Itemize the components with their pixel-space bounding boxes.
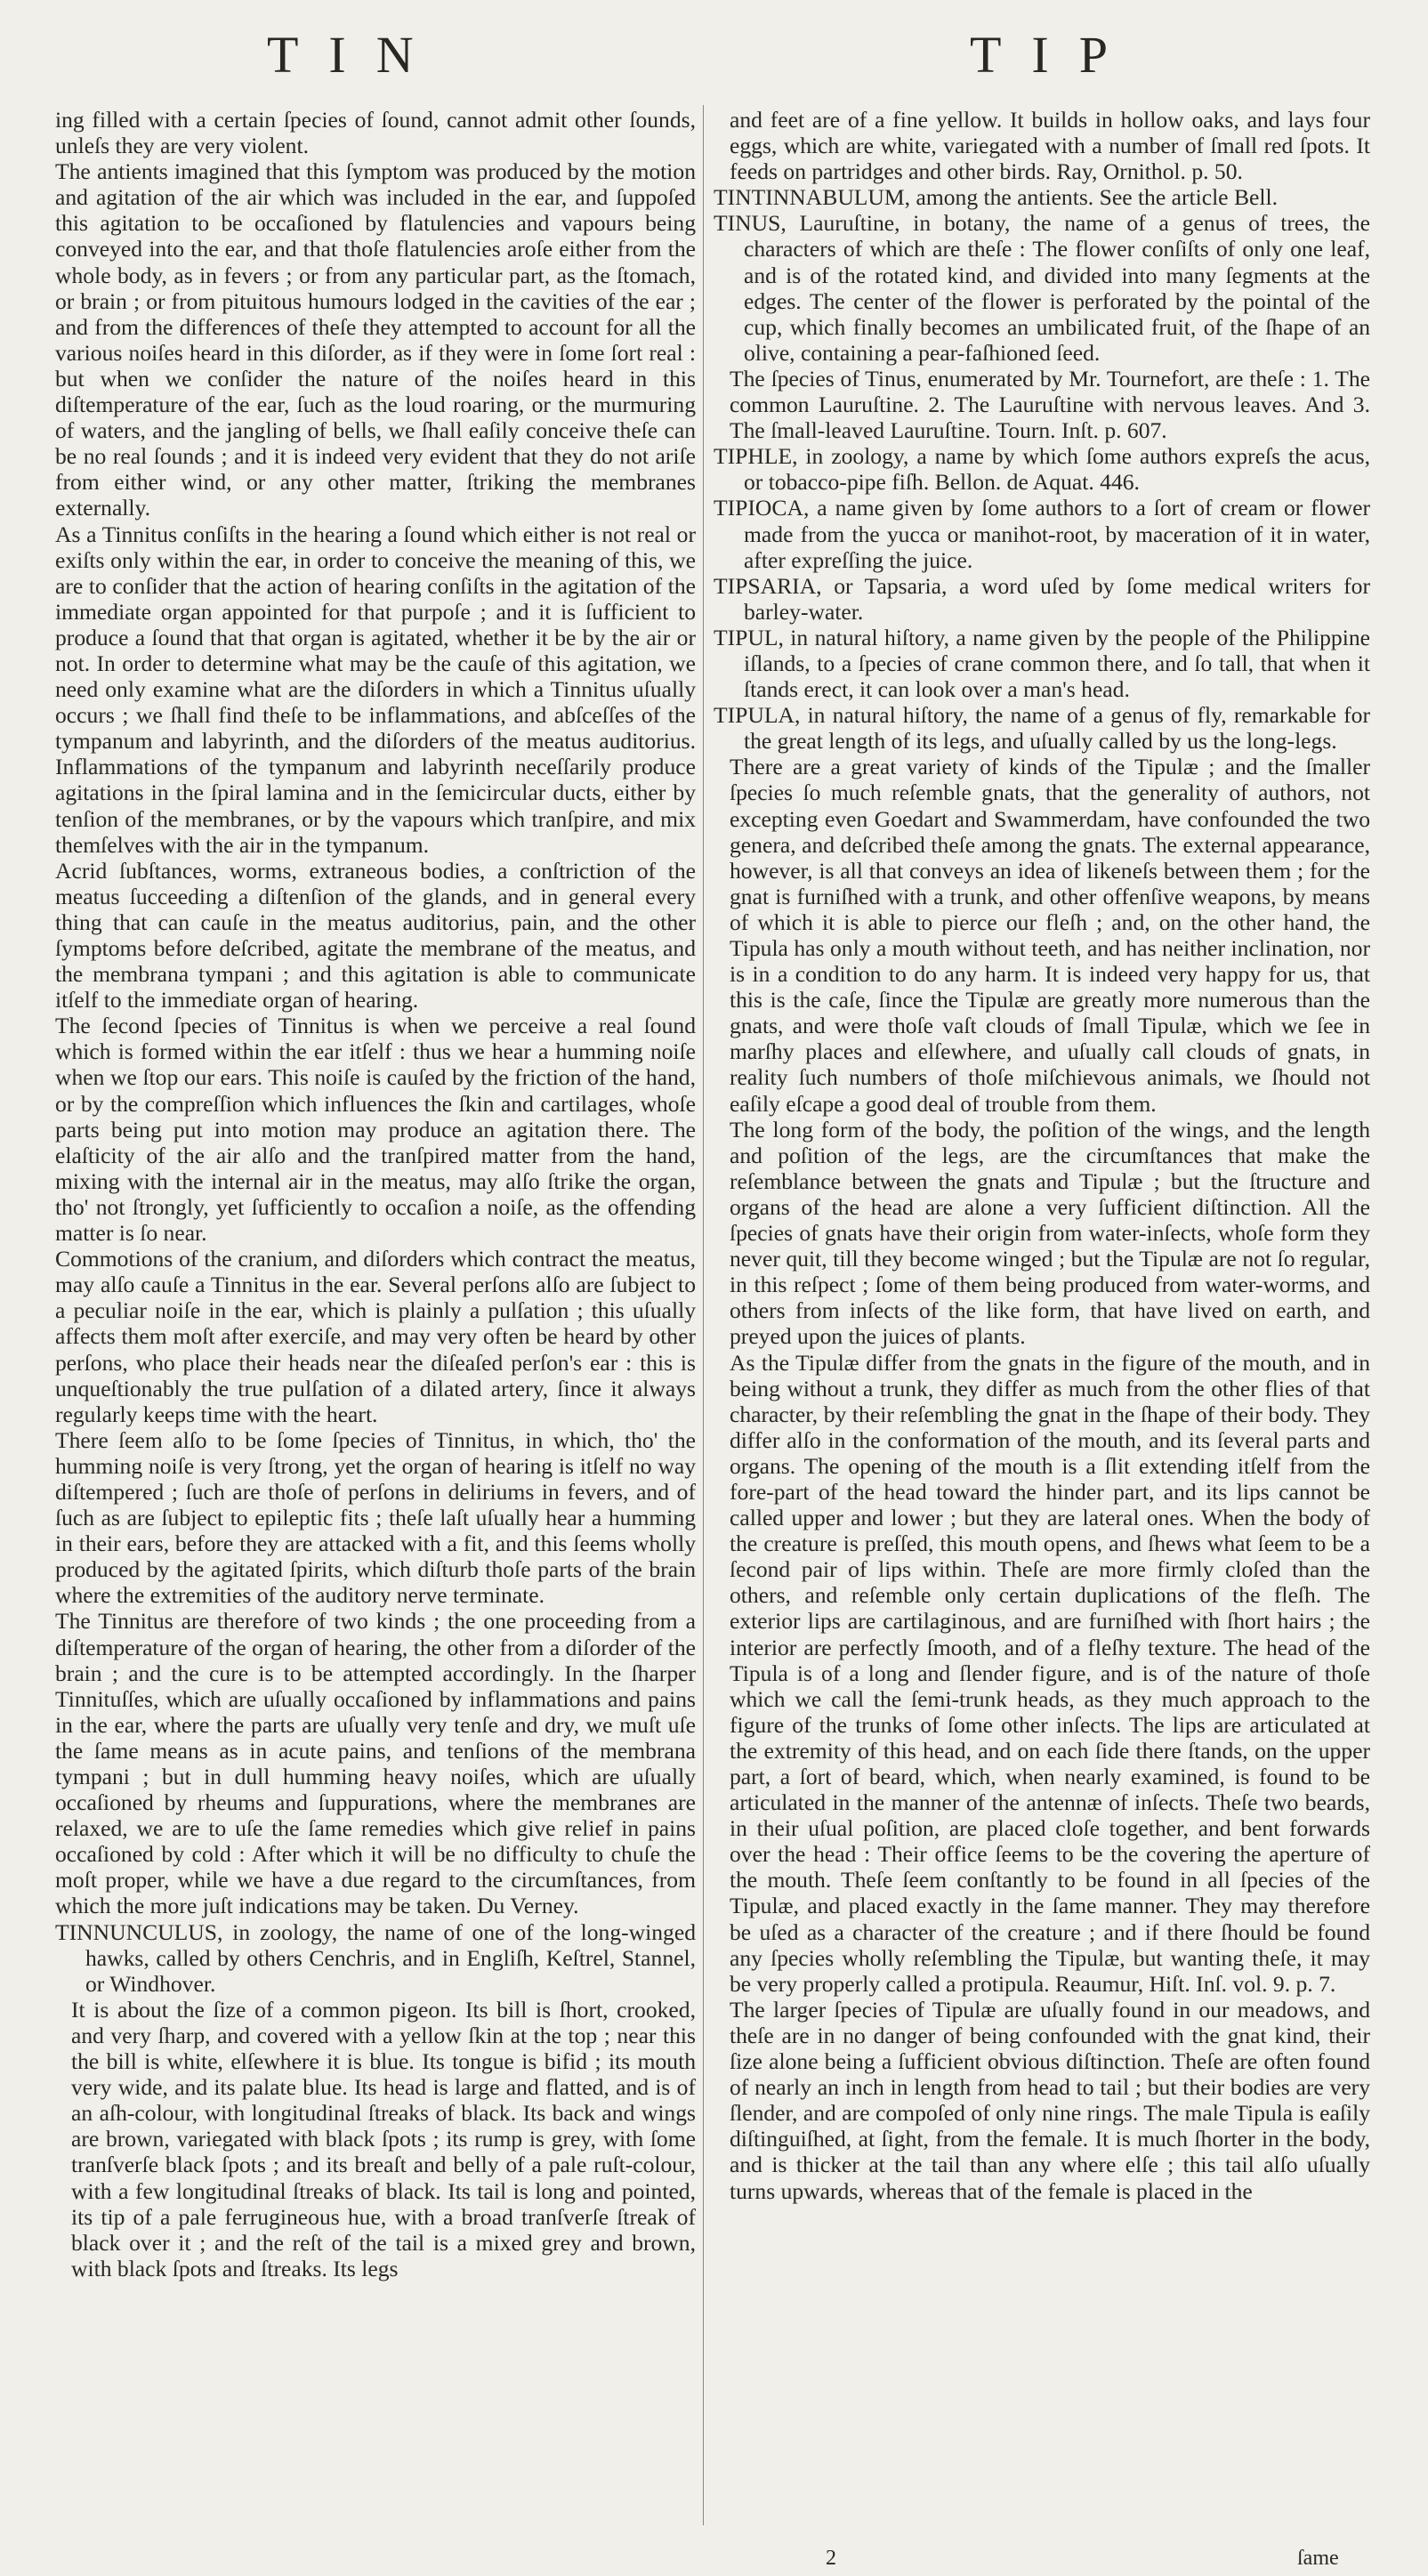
entry-tintinnabulum: TINTINNABULUM, among the antients. See the article Bell.	[714, 184, 1278, 211]
paragraph: There ſeem alſo to be ſome ſpecies of Tinnitus, in which, tho' the humming noiſe is very ſtrong, yet the organ of hearing is itſelf no way diſtempered ; ſuch are thoſe of perſons in deliriums in fevers, and of ſuch as are ſubject to epileptic fits ; theſe laſt uſually hear a humming in their ears, before they are attacked with a fit, and this ſeems wholly produced by the agitated ſpirits, which diſturb thoſe parts of the brain where the extremities of the auditory nerve terminate.	[55, 1426, 696, 1609]
entry-tipula: TIPULA, in natural hiſtory, the name of a genus of fly, remarkable for the great length of its legs, and uſually called by us the long-legs.	[714, 702, 1370, 755]
paragraph: As a Tinnitus conſiſts in the hearing a ſound which either is not real or exiſts only within the ear, in order to conceive the meaning of this, we are to conſider that the action of hearing conſiſts in the agitation of the immediate organ appointed for that purpoſe ; and it is ſufficient to produce a ſound that that organ is agitated, whether it be by the air or not. In order to determine what may be the cauſe of this agitation, we need only examine what are the diſorders in which a Tinnitus uſually occurs ; we ſhall find theſe to be inflammations, and abſceſſes of the tympanum and labyrinth, and the diſorders of the meatus auditorius. Inflammations of the tympanum and labyrinth neceſſarily produce agitations in the ſpiral lamina and in the ſemicircular ducts, either by tenſion of the membranes, or by the vapours which tranſpire, and mix themſelves with the air in the tympanum.	[55, 521, 696, 858]
paragraph: ing filled with a certain ſpecies of ſound, cannot admit other ſounds, unleſs they are very violent.	[55, 107, 696, 159]
paragraph: The long form of the body, the poſition of the wings, and the length and poſition of the legs, are the circumſtances that make the reſemblance between the gnats and Tipulæ ; but the ſtructure and organs of the head are alone a very ſufficient diſtinction. All the ſpecies of gnats have their origin from water-inſects, whoſe form they never quit, till they become winged ; but the Tipulæ are not ſo regular, in this reſpect ; ſome of them being produced from water-worms, and others from inſects of the like form, that have lived on earth, and preyed upon the juices of plants.	[730, 1116, 1370, 1350]
paragraph: and feet are of a fine yellow. It builds in hollow oaks, and lays four eggs, which are white, variegated with a number of ſmall red ſpots. It feeds on partridges and other birds. Ray, Ornithol. p. 50.	[730, 107, 1370, 185]
paragraph: The larger ſpecies of Tipulæ are uſually found in our meadows, and theſe are in no danger of being confounded with the gnat kind, their ſize alone being a ſufficient obvious diſtinction. Theſe are often found of nearly an inch in length from head to tail ; but their bodies are very ſlender, and are compoſed of only nine rings. The male Tipula is eaſily diſtinguiſhed, at ſight, from the female. It is much ſhorter in the body, and is thicker at the tail than any where elſe ; this tail alſo uſually turns upwards, whereas that of the female is placed in the	[730, 1996, 1370, 2204]
catchword: ſame	[1297, 2547, 1339, 2570]
column-divider	[703, 105, 704, 2525]
paragraph: The ſpecies of Tinus, enumerated by Mr. Tournefort, are theſe : 1. The common Lauruſtine. 2. The Lauruſtine with nervous leaves. And 3. The ſmall-leaved Lauruſtine. Tourn. Inſt. p. 607.	[730, 365, 1370, 444]
entry-tipul: TIPUL, in natural hiſtory, a name given by the people of the Philippine iſlands, to a ſpecies of crane common there, and ſo tall, that when it ſtands erect, it can look over a man's head.	[714, 624, 1370, 703]
running-head-right: TIP	[970, 26, 1138, 84]
paragraph: As the Tipulæ differ from the gnats in the figure of the mouth, and in being without a trunk, they differ as much from the other flies of that character, by their reſembling the gnat in the ſhape of their body. They differ alſo in the conformation of the mouth, and its ſeveral parts and organs. The opening of the mouth is a ſlit extending itſelf from the fore-part of the head toward the hinder part, and its lips cannot be called upper and lower ; but they are lateral ones. When the body of the creature is preſſed, this mouth opens, and ſhews what ſeem to be a ſecond pair of lips within. Theſe are more firmly cloſed than the others, and reſemble only certain duplications of the fleſh. The exterior lips are cartilaginous, and are furniſhed with ſhort hairs ; the interior are perfectly ſmooth, and of a fleſhy texture. The head of the Tipula is of a long and ſlender figure, and is of the nature of thoſe which we call the ſemi-trunk heads, as they much approach to the figure of the trunks of ſome other inſects. The lips are articulated at the extremity of this head, and on each ſide there ſtands, on the upper part, a ſort of beard, which, when nearly examined, is found to be articulated in the manner of the antennæ of inſects. Theſe two beards, in their uſual poſition, are placed cloſe together, and bent forwards over the head : Their office ſeems to be the covering the aperture of the mouth. Theſe ſeem conſtantly to be found in all ſpecies of the Tipulæ, and placed exactly in the ſame manner. They may therefore be uſed as a character of the creature ; and if there ſhould be found any ſpecies wholly reſembling the Tipulæ, but wanting theſe, it may be very properly called a protipula. Reaumur, Hiſt. Inſ. vol. 9. p. 7.	[730, 1349, 1370, 1997]
paragraph: The ſecond ſpecies of Tinnitus is when we perceive a real ſound which is formed within the ear itſelf : thus we hear a humming noiſe when we ſtop our ears. This noiſe is cauſed by the friction of the hand, or by the compreſſion which influences the ſkin and cartilages, whoſe parts being put into motion may produce an agitation there. The elaſticity of the air alſo and the tranſpired matter from the hand, mixing with the internal air in the meatus, may alſo ſtrike the organ, tho' not ſtrongly, yet ſufficiently to occaſion a noiſe, as the offending matter is ſo near.	[55, 1013, 696, 1247]
entry-tinus: TINUS, Lauruſtine, in botany, the name of a genus of trees, the characters of which are theſe : The flower conſiſts of only one leaf, and is of the rotated kind, and divided into many ſegments at the edges. The center of the flower is perforated by the pointal of the cup, which finally becomes an umbilicated fruit, of the ſhape of an olive, containing a pear-faſhioned ſeed.	[714, 210, 1370, 366]
page-number: 2	[826, 2547, 836, 2570]
entry-tipsaria: TIPSARIA, or Tapsaria, a word uſed by ſome medical writers for barley-water.	[714, 572, 1370, 625]
paragraph: The Tinnitus are therefore of two kinds ; the one proceeding from a diſtemperature of the organ of hearing, the other from a diſorder of the brain ; and the cure is to be attempted accordingly. In the ſharper Tinnituſſes, which are uſually occaſioned by inflammations and pains in the ear, where the parts are uſually very tenſe and dry, we muſt uſe the ſame means as in acute pains, and tenſions of the membrana tympani ; but in dull humming heavy noiſes, which are uſually occaſioned by rheums and ſuppurations, where the membranes are relaxed, we are to uſe the ſame remedies which give relief in pains occaſioned by cold : After which it will be no difficulty to chuſe the moſt proper, while we have a due regard to the circumſtances, from which the more juſt indications may be taken. Du Verney.	[55, 1608, 696, 1919]
entry-tipioca: TIPIOCA, a name given by ſome authors to a ſort of cream or flower made from the yucca or manihot-root, by maceration of it in water, after expreſſing the juice.	[714, 495, 1370, 573]
paragraph: There are a great variety of kinds of the Tipulæ ; and the ſmaller ſpecies ſo much reſemble gnats, that the generality of authors, not excepting even Goedart and Swammerdam, have confounded the two genera, and deſcribed theſe among the gnats. The external appearance, however, is all that conveys an idea of likeneſs between them ; for the gnat is furniſhed with a trunk, and other offenſive weapons, by means of which it is able to pierce our fleſh ; and, on the other hand, the Tipula has only a mouth without teeth, and has neither inclination, nor is in a condition to do any harm. It is indeed very happy for us, that this is the caſe, ſince the Tipulæ are greatly more numerous than the gnats, and were thoſe vaſt clouds of ſmall Tipulæ, which we ſee in marſhy places and elſewhere, and uſually call clouds of gnats, in reality ſuch numbers of thoſe miſchievous animals, we ſhould not eaſily eſcape a good deal of trouble from them.	[730, 754, 1370, 1117]
paragraph: It is about the ſize of a common pigeon. Its bill is ſhort, crooked, and very ſharp, and covered with a yellow ſkin at the top ; near this the bill is white, elſewhere it is blue. Its tongue is bifid ; its mouth very wide, and its palate blue. Its head is large and flatted, and is of an aſh-colour, with longitudinal ſtreaks of black. Its back and wings are brown, variegated with black ſpots ; its rump is grey, with ſome tranſverſe black ſpots ; and its breaſt and belly of a pale ruſt-colour, with a few longitudinal ſtreaks of black. Its tail is long and pointed, its tip of a pale ferrugineous hue, with a broad tranſverſe ſtreak of black over it ; and the reſt of the tail is a mixed grey and brown, with black ſpots and ſtreaks. Its legs	[71, 1996, 696, 2281]
paragraph: The antients imagined that this ſymptom was produced by the motion and agitation of the air which was included in the ear, and ſuppoſed this agitation to be occaſioned by flatulencies and vapours being conveyed into the ear, and that thoſe flatulencies aroſe either from the whole body, as in fevers ; or from any particular part, as the ſtomach, or brain ; or from pituitous humours lodged in the cavities of the ear ; and from the differences of theſe they attempted to account for all the various noiſes heard in this diſorder, as if they were in ſome ſort real : but when we conſider the nature of the noiſes heard in this diſtemperature of the ear, ſuch as the loud roaring, or the murmuring of waters, and the jangling of bells, we ſhall eaſily conceive theſe can be no real ſounds ; and it is indeed very evident that they do not ariſe from either wind, or any other matter, ſtriking the membranes externally.	[55, 158, 696, 521]
entry-tinnunculus: TINNUNCULUS, in zoology, the name of one of the long-winged hawks, called by others Cenchris, and in Engliſh, Keſtrel, Stannel, or Windhover.	[55, 1918, 696, 1997]
entry-tiphle: TIPHLE, in zoology, a name by which ſome authors expreſs the acus, or tobacco-pipe fiſh. Bellon. de Aquat. 446.	[714, 443, 1370, 496]
right-column	[714, 107, 1370, 2540]
paragraph: Commotions of the cranium, and diſorders which contract the meatus, may alſo cauſe a Tinnitus in the ear. Several perſons alſo are ſubject to a peculiar noiſe in the ear, which is plainly a pulſation ; this uſually affects them moſt after exerciſe, and may very often be heard by other perſons, who place their heads near the diſeaſed perſon's ear : this is unqueſtionably the true pulſation of a dilated artery, ſince it always regularly keeps time with the heart.	[55, 1246, 696, 1427]
left-column	[55, 107, 696, 2540]
paragraph: Acrid ſubſtances, worms, extraneous bodies, a conſtriction of the meatus ſucceeding a diſtenſion of the glands, and in general every thing that can cauſe in the meatus auditorius, pain, and the other ſymptoms before deſcribed, agitate the membrane of the meatus, and the membrana tympani ; and this agitation is able to communicate itſelf to the immediate organ of hearing.	[55, 857, 696, 1013]
running-head-left: TIN	[267, 26, 444, 84]
